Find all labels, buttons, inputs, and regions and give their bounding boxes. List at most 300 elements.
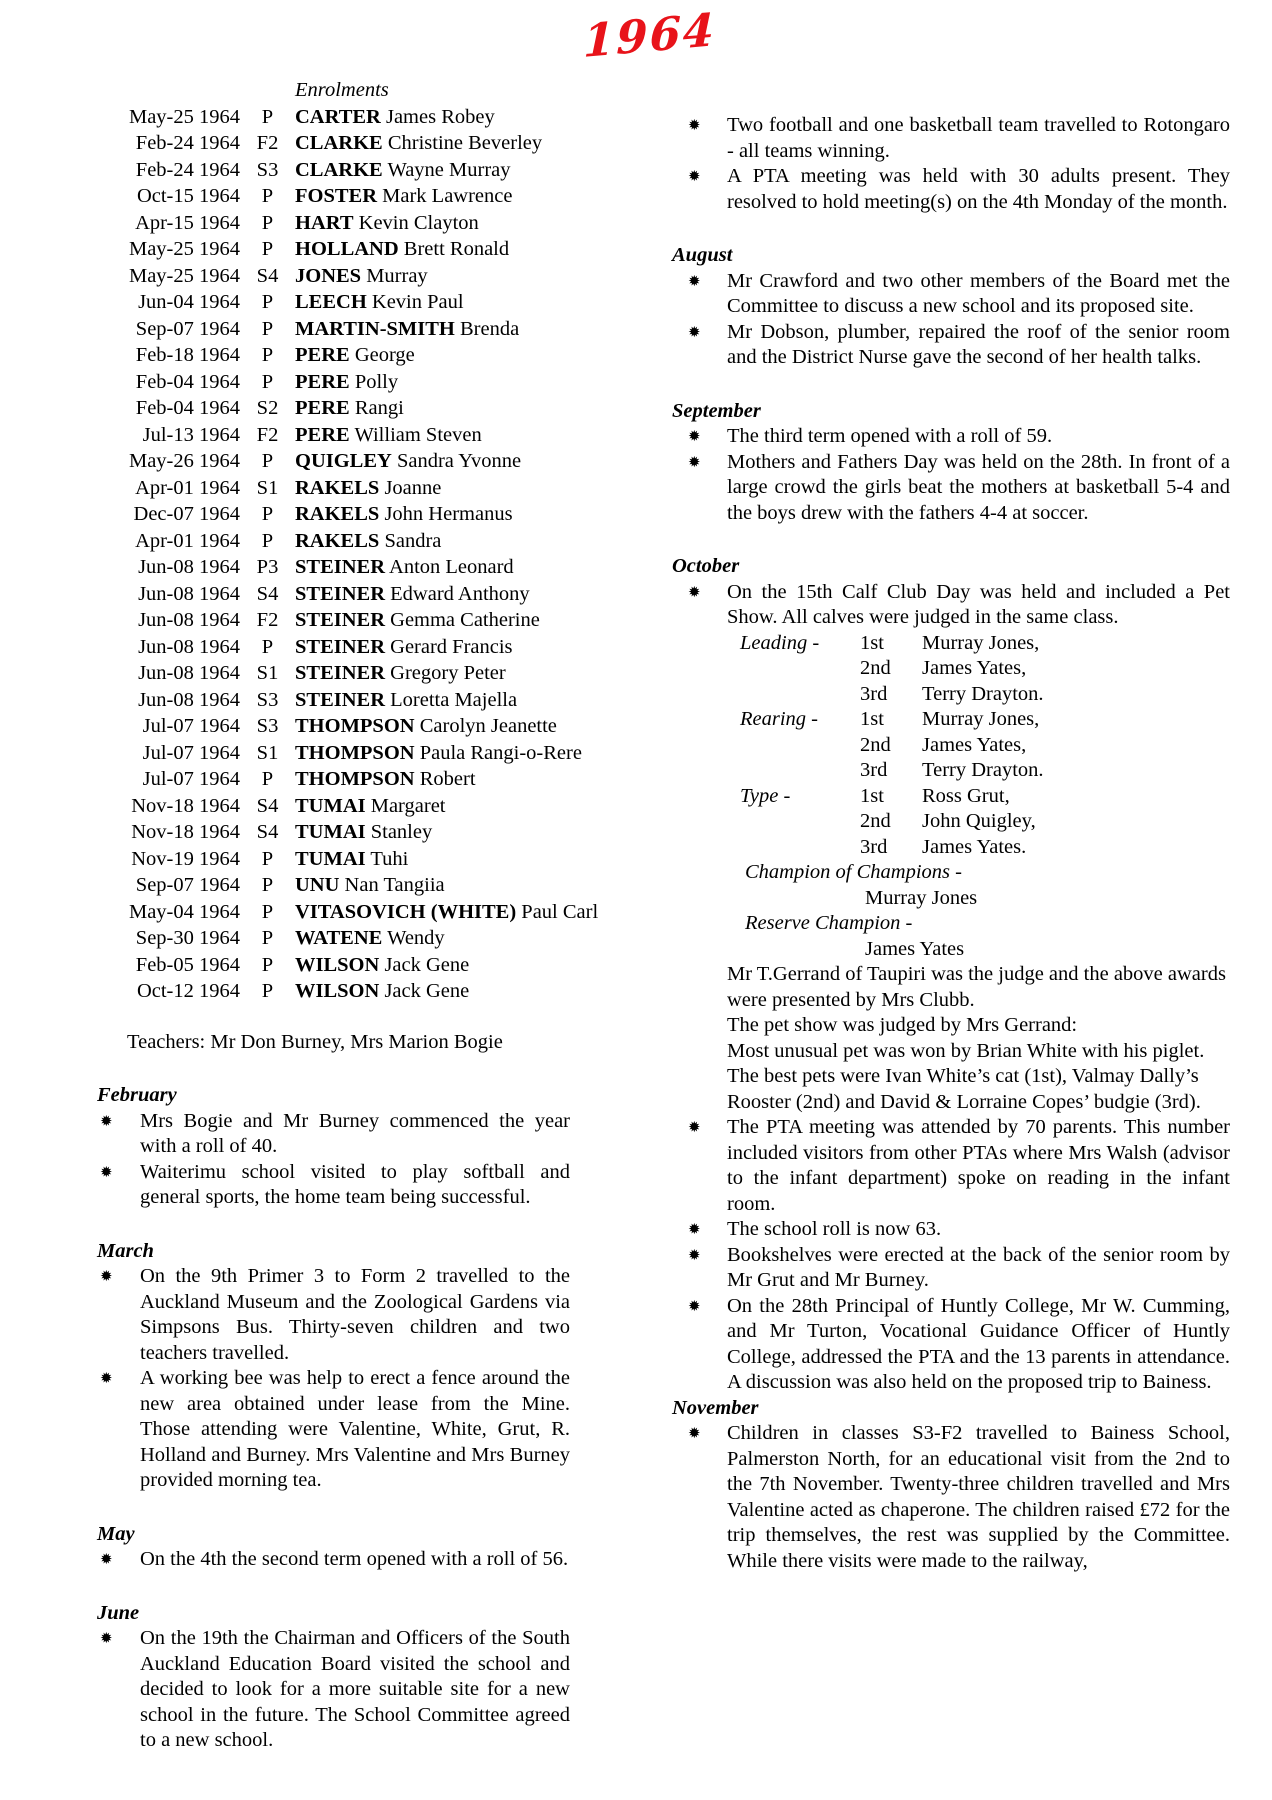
month-section bbox=[97, 1239, 570, 1494]
enrolment-name bbox=[295, 369, 570, 396]
bullet-item bbox=[672, 164, 1230, 215]
enrolment-date: Jun-08 1964 bbox=[138, 635, 240, 658]
result-place: 3rd bbox=[860, 682, 888, 705]
result-category: Leading - bbox=[740, 631, 820, 654]
bullet-text: Two football and one basketball team travelled to Rotongaro - all teams winning. bbox=[727, 114, 1230, 162]
enrolment-row bbox=[97, 819, 570, 846]
enrolment-row bbox=[97, 687, 570, 714]
enrolment-class-code: S1 bbox=[256, 662, 279, 684]
result-name: Murray Jones, bbox=[922, 708, 1040, 730]
star-bullet-icon: ✹ bbox=[688, 167, 701, 185]
enrolment-row bbox=[97, 607, 570, 634]
bullet-item bbox=[672, 580, 1230, 1116]
enrolment-name bbox=[295, 634, 570, 661]
enrolment-name bbox=[295, 952, 570, 979]
enrolment-date: Jul-07 1964 bbox=[142, 741, 240, 764]
bullet-text: On the 4th the second term opened with a roll of 56. bbox=[140, 1548, 569, 1570]
enrolment-row bbox=[97, 448, 570, 475]
bullet-text: Mr Dobson, plumber, repaired the roof of the senior room and the District Nurse gave the second of her health talks. bbox=[727, 320, 1230, 368]
result-place: 2nd bbox=[860, 733, 891, 756]
enrolment-name bbox=[295, 687, 570, 714]
enrolment-date: Feb-04 1964 bbox=[135, 370, 240, 393]
enrolment-given-names: Tuhi bbox=[370, 847, 409, 870]
enrolment-class-code: P bbox=[261, 291, 274, 313]
enrolment-given-names: William Steven bbox=[354, 423, 482, 446]
enrolment-name bbox=[295, 422, 570, 449]
left-column bbox=[97, 78, 599, 1754]
enrolment-class-code: S4 bbox=[256, 582, 279, 605]
result-place: 3rd bbox=[860, 759, 888, 781]
enrolment-class-code: P3 bbox=[256, 556, 279, 578]
bullet-content bbox=[727, 269, 1230, 320]
star-bullet-icon: ✹ bbox=[688, 1245, 701, 1264]
bullet-text: The school roll is now 63. bbox=[727, 1218, 942, 1240]
bullet-content bbox=[727, 164, 1230, 215]
bullet-item bbox=[97, 1626, 570, 1754]
teachers-line: Teachers: Mr Don Burney, Mrs Marion Bogie bbox=[127, 1030, 503, 1053]
enrolment-given-names: Murray bbox=[366, 264, 428, 287]
bullet-item bbox=[672, 1115, 1230, 1217]
result-place: 3rd bbox=[860, 835, 888, 858]
enrolment-surname: WILSON bbox=[295, 953, 380, 976]
enrolment-surname: LEECH bbox=[295, 291, 367, 313]
enrolment-given-names: Polly bbox=[354, 370, 399, 393]
bullet-item bbox=[672, 113, 1230, 164]
enrolment-class-code: S3 bbox=[256, 158, 279, 181]
enrolment-given-names: Gemma Catherine bbox=[390, 609, 540, 631]
enrolment-class-code: S4 bbox=[256, 821, 279, 843]
enrolment-row bbox=[97, 342, 570, 369]
enrolment-date: Jul-13 1964 bbox=[142, 423, 240, 446]
enrolment-date: Jun-04 1964 bbox=[138, 291, 240, 313]
enrolment-row bbox=[97, 554, 570, 581]
enrolment-surname: RAKELS bbox=[295, 529, 380, 552]
result-place: 2nd bbox=[860, 657, 891, 679]
enrolment-surname: HOLLAND bbox=[295, 238, 399, 260]
note-line: The pet show was judged by Mrs Gerrand: bbox=[727, 1014, 1078, 1036]
enrolment-date: May-04 1964 bbox=[128, 900, 240, 923]
enrolment-class-code: P bbox=[261, 953, 274, 976]
enrolment-row bbox=[97, 369, 570, 396]
enrolment-surname: MARTIN-SMITH bbox=[295, 317, 455, 340]
enrolment-surname: THOMPSON bbox=[295, 741, 415, 764]
bullet-item bbox=[672, 269, 1230, 320]
champion-label: Champion of Champions - bbox=[745, 861, 962, 883]
note-line: The best pets were Ivan White’s cat (1st), Valmay Dally’s Rooster (2nd) and David & Lorraine Copes’ budgie (3rd). bbox=[727, 1065, 1201, 1113]
enrolment-name bbox=[295, 475, 570, 502]
month-section bbox=[97, 1522, 570, 1573]
enrolment-class-code: P bbox=[261, 450, 274, 472]
enrolment-date: Oct-12 1964 bbox=[136, 980, 240, 1002]
bullet-content bbox=[727, 1243, 1230, 1294]
enrolment-row bbox=[97, 872, 570, 899]
champion-name: James Yates bbox=[865, 937, 965, 960]
enrolments-title: Enrolments bbox=[295, 79, 389, 101]
enrolment-surname: STEINER bbox=[295, 556, 386, 578]
enrolment-name bbox=[295, 130, 570, 157]
enrolment-row bbox=[97, 422, 570, 449]
enrolment-date: Nov-18 1964 bbox=[131, 794, 240, 817]
enrolment-date: Feb-04 1964 bbox=[135, 397, 240, 419]
enrolment-surname: PERE bbox=[295, 370, 350, 393]
result-row bbox=[727, 809, 1230, 835]
enrolment-name bbox=[295, 872, 570, 899]
enrolment-date: Sep-07 1964 bbox=[135, 874, 240, 896]
enrolment-row bbox=[97, 846, 570, 873]
enrolment-row bbox=[97, 130, 570, 157]
enrolment-name bbox=[295, 342, 570, 369]
enrolment-given-names: Kevin Clayton bbox=[358, 211, 479, 234]
enrolment-row bbox=[97, 581, 570, 608]
star-bullet-icon: ✹ bbox=[688, 116, 701, 134]
month-heading: September bbox=[672, 399, 761, 422]
result-name: Terry Drayton. bbox=[922, 759, 1044, 781]
enrolment-surname: PERE bbox=[295, 423, 350, 446]
enrolment-class-code: P bbox=[261, 317, 274, 340]
star-bullet-icon: ✹ bbox=[100, 1111, 113, 1130]
result-name: Ross Grut, bbox=[922, 784, 1010, 807]
enrolment-surname: THOMPSON bbox=[295, 768, 415, 790]
enrolment-name bbox=[295, 925, 570, 952]
enrolment-given-names: Anton Leonard bbox=[389, 556, 514, 578]
result-category bbox=[740, 656, 860, 682]
enrolment-name bbox=[295, 660, 570, 687]
enrolment-row bbox=[97, 634, 570, 661]
enrolment-row bbox=[97, 289, 570, 316]
pet-show-notes bbox=[727, 962, 1230, 1115]
enrolment-surname: QUIGLEY bbox=[295, 450, 392, 472]
result-row bbox=[727, 835, 1230, 861]
enrolment-row bbox=[97, 263, 570, 290]
bullet-content bbox=[727, 450, 1230, 527]
star-bullet-icon: ✹ bbox=[100, 1369, 113, 1387]
enrolment-row bbox=[97, 925, 570, 952]
enrolment-row bbox=[97, 660, 570, 687]
right-month-sections bbox=[672, 113, 1230, 1574]
enrolment-given-names: Joanne bbox=[384, 476, 442, 499]
bullet-text: A working bee was help to erect a fence around the new area obtained under lease from the Mine. Those attending were Valentine, White, Grut, R. Holland and Burney. Mrs Valentine and Mrs Burney provided morning tea. bbox=[140, 1367, 570, 1491]
enrolment-row bbox=[97, 395, 570, 422]
enrolment-surname: PERE bbox=[295, 344, 350, 366]
bullet-text: On the 19th the Chairman and Officers of the South Auckland Education Board visited the school and decided to look for a more suitable site for a new school in the future. The School Committee agreed to a new school. bbox=[140, 1627, 570, 1751]
enrolment-row bbox=[97, 740, 582, 767]
enrolment-date: Apr-01 1964 bbox=[135, 529, 240, 552]
enrolment-name bbox=[295, 766, 570, 793]
enrolment-name bbox=[295, 740, 582, 767]
enrolment-class-code: S3 bbox=[256, 688, 279, 711]
enrolment-row bbox=[97, 501, 570, 528]
star-bullet-icon: ✹ bbox=[100, 1550, 113, 1568]
enrolment-name bbox=[295, 793, 570, 820]
enrolment-name bbox=[295, 183, 570, 210]
month-section bbox=[97, 1083, 570, 1211]
bullet-item bbox=[97, 1109, 570, 1160]
month-section bbox=[672, 243, 1230, 371]
enrolment-date: May-25 1964 bbox=[128, 105, 240, 128]
month-section bbox=[97, 1601, 570, 1754]
result-name: James Yates, bbox=[922, 733, 1027, 756]
enrolment-given-names: Christine Beverley bbox=[387, 132, 543, 154]
enrolment-surname: TUMAI bbox=[295, 847, 366, 870]
enrolment-date: May-26 1964 bbox=[128, 450, 240, 472]
bullet-text: A PTA meeting was held with 30 adults present. They resolved to hold meeting(s) on the 4th Monday of the month. bbox=[727, 165, 1230, 213]
enrolments-table bbox=[97, 104, 599, 1005]
enrolment-surname: TUMAI bbox=[295, 821, 366, 843]
enrolment-class-code: F2 bbox=[256, 132, 279, 154]
month-section bbox=[672, 113, 1230, 215]
enrolment-surname: TUMAI bbox=[295, 794, 366, 817]
enrolment-surname: WILSON bbox=[295, 980, 380, 1002]
star-bullet-icon: ✹ bbox=[100, 1267, 113, 1285]
star-bullet-icon: ✹ bbox=[688, 582, 701, 601]
enrolment-date: Feb-05 1964 bbox=[135, 953, 240, 976]
enrolment-given-names: Margaret bbox=[370, 794, 446, 817]
enrolment-class-code: P bbox=[261, 927, 274, 949]
enrolment-class-code: P bbox=[261, 185, 274, 207]
enrolment-surname: THOMPSON bbox=[295, 715, 415, 737]
enrolment-class-code: P bbox=[261, 768, 274, 790]
bullet-text: Waiterimu school visited to play softball and general sports, the home team being successful. bbox=[140, 1160, 570, 1208]
result-row bbox=[727, 707, 1230, 733]
enrolment-class-code: P bbox=[261, 105, 274, 128]
enrolment-given-names: Kevin Paul bbox=[371, 291, 464, 313]
bullet-text: On the 15th Calf Club Day was held and included a Pet Show. All calves were judged in the same class. bbox=[727, 580, 1230, 628]
right-column bbox=[672, 85, 1230, 1574]
enrolment-date: Jul-07 1964 bbox=[142, 715, 240, 737]
star-bullet-icon: ✹ bbox=[688, 1424, 701, 1442]
enrolment-name bbox=[295, 316, 570, 343]
enrolment-given-names: Rangi bbox=[354, 397, 404, 419]
enrolment-class-code: S3 bbox=[256, 715, 279, 737]
enrolment-given-names: Gregory Peter bbox=[390, 662, 506, 684]
enrolment-date: Apr-15 1964 bbox=[135, 211, 240, 234]
star-bullet-icon: ✹ bbox=[688, 1296, 701, 1315]
bullet-text: The third term opened with a roll of 59. bbox=[727, 425, 1053, 447]
bullet-content bbox=[140, 1547, 570, 1573]
enrolment-class-code: P bbox=[261, 503, 274, 525]
enrolment-class-code: P bbox=[261, 211, 274, 234]
enrolment-class-code: P bbox=[261, 900, 274, 923]
enrolment-given-names: Sandra Yvonne bbox=[396, 450, 522, 472]
enrolment-name bbox=[295, 899, 598, 926]
enrolment-surname: STEINER bbox=[295, 635, 386, 658]
enrolment-surname: CARTER bbox=[295, 105, 381, 128]
bullet-content bbox=[140, 1109, 570, 1160]
enrolment-given-names: John Hermanus bbox=[384, 503, 513, 525]
result-name: John Quigley, bbox=[922, 810, 1036, 832]
result-category bbox=[740, 758, 860, 784]
enrolment-class-code: P bbox=[261, 874, 274, 896]
enrolment-given-names: Nan Tangiia bbox=[344, 874, 445, 896]
left-month-sections bbox=[97, 1083, 570, 1754]
enrolment-date: Nov-18 1964 bbox=[131, 821, 240, 843]
result-row bbox=[727, 631, 1230, 657]
month-heading: March bbox=[97, 1239, 154, 1262]
enrolment-row bbox=[97, 978, 570, 1005]
enrolment-name bbox=[295, 104, 570, 131]
month-heading: May bbox=[97, 1522, 135, 1545]
bullet-content bbox=[140, 1160, 570, 1211]
bullet-item bbox=[97, 1547, 570, 1573]
enrolment-name bbox=[295, 581, 570, 608]
bullet-text: On the 9th Primer 3 to Form 2 travelled to the Auckland Museum and the Zoological Gardens via Simpsons Bus. Thirty-seven children and two teachers travelled. bbox=[140, 1265, 570, 1364]
bullet-item bbox=[672, 424, 1230, 450]
enrolment-row bbox=[97, 952, 570, 979]
enrolment-row bbox=[97, 899, 599, 926]
enrolment-surname: HART bbox=[295, 211, 354, 234]
enrolment-name bbox=[295, 210, 570, 237]
enrolment-surname: STEINER bbox=[295, 662, 386, 684]
enrolment-name bbox=[295, 528, 570, 555]
enrolment-class-code: S2 bbox=[256, 397, 279, 419]
enrolment-surname: STEINER bbox=[295, 688, 386, 711]
enrolment-surname: STEINER bbox=[295, 582, 386, 605]
bullet-content bbox=[140, 1626, 570, 1754]
enrolment-surname: UNU bbox=[295, 874, 340, 896]
enrolment-surname: CLARKE bbox=[295, 132, 383, 154]
enrolment-name bbox=[295, 157, 570, 184]
bullet-item bbox=[97, 1366, 570, 1494]
bullet-item bbox=[672, 1243, 1230, 1294]
result-category bbox=[740, 835, 860, 861]
enrolment-given-names: Carolyn Jeanette bbox=[419, 715, 557, 737]
star-bullet-icon: ✹ bbox=[100, 1162, 113, 1181]
enrolment-name bbox=[295, 289, 570, 316]
result-place: 1st bbox=[860, 784, 884, 807]
bullet-item bbox=[97, 1264, 570, 1366]
bullet-text: On the 28th Principal of Huntly College, Mr W. Cumming, and Mr Turton, Vocational Guidance Officer of Huntly College, addressed the PTA and the 13 parents in attendance. A discussion was also held on the proposed trip to Bainess. bbox=[727, 1294, 1230, 1393]
bullet-text: Children in classes S3-F2 travelled to Bainess School, Palmerston North, for an educational visit from the 2nd to the 7th November. Twenty-three children travelled and Mrs Valentine acted as chaperone. The children raised £72 for the trip themselves, the rest was supplied by the Committee. While there visits were made to the railway, bbox=[727, 1422, 1230, 1572]
enrolment-given-names: Stanley bbox=[370, 821, 433, 843]
bullet-content bbox=[727, 1294, 1230, 1396]
enrolment-given-names: Jack Gene bbox=[384, 953, 470, 976]
enrolment-class-code: P bbox=[261, 238, 274, 260]
enrolment-class-code: S4 bbox=[256, 794, 279, 817]
enrolment-given-names: Wendy bbox=[387, 927, 445, 949]
result-row bbox=[727, 682, 1230, 708]
month-heading: November bbox=[672, 1396, 759, 1419]
enrolment-date: Jun-08 1964 bbox=[138, 662, 240, 684]
month-section bbox=[672, 554, 1230, 1396]
star-bullet-icon: ✹ bbox=[688, 452, 701, 471]
result-row bbox=[727, 656, 1230, 682]
enrolment-name bbox=[295, 554, 570, 581]
result-row bbox=[727, 784, 1230, 810]
month-heading: October bbox=[672, 555, 740, 577]
enrolment-date: Oct-15 1964 bbox=[136, 185, 240, 207]
enrolment-given-names: Loretta Majella bbox=[390, 688, 518, 711]
enrolment-row bbox=[97, 713, 570, 740]
star-bullet-icon: ✹ bbox=[688, 271, 701, 290]
enrolment-given-names: Mark Lawrence bbox=[382, 185, 513, 207]
bullet-content bbox=[727, 1421, 1230, 1574]
enrolment-given-names: Brett Ronald bbox=[403, 238, 510, 260]
enrolment-class-code: P bbox=[261, 847, 274, 870]
champion-name: Murray Jones bbox=[865, 886, 978, 909]
enrolment-class-code: P bbox=[261, 529, 274, 552]
enrolment-name bbox=[295, 846, 570, 873]
result-row bbox=[727, 733, 1230, 759]
enrolment-row bbox=[97, 157, 570, 184]
enrolment-row bbox=[97, 793, 570, 820]
enrolment-given-names: George bbox=[354, 344, 415, 366]
bullet-content bbox=[727, 1217, 1230, 1243]
result-category bbox=[740, 809, 860, 835]
enrolment-date: Feb-24 1964 bbox=[135, 158, 240, 181]
bullet-text: Mr Crawford and two other members of the Board met the Committee to discuss a new school and its proposed site. bbox=[727, 269, 1230, 317]
month-heading: August bbox=[672, 244, 733, 266]
enrolment-given-names: Paul Carl bbox=[521, 900, 599, 923]
enrolment-date: Feb-18 1964 bbox=[135, 344, 240, 366]
enrolment-name bbox=[295, 607, 570, 634]
enrolment-date: Jun-08 1964 bbox=[138, 609, 240, 631]
bullet-item bbox=[672, 320, 1230, 371]
enrolment-date: Nov-19 1964 bbox=[131, 847, 240, 870]
month-section bbox=[672, 399, 1230, 527]
note-line: Most unusual pet was won by Brian White with his piglet. bbox=[727, 1039, 1205, 1062]
bullet-text: Mothers and Fathers Day was held on the 28th. In front of a large crowd the girls beat the mothers at basketball 5-4 and the boys drew with the fathers 4-4 at soccer. bbox=[727, 450, 1230, 524]
enrolment-surname: CLARKE bbox=[295, 158, 383, 181]
enrolment-given-names: Paula Rangi-o-Rere bbox=[419, 741, 582, 764]
enrolment-class-code: P bbox=[261, 344, 274, 366]
month-section bbox=[672, 1396, 1230, 1575]
enrolment-row bbox=[97, 475, 570, 502]
enrolment-date: Jul-07 1964 bbox=[142, 768, 240, 790]
enrolment-surname: RAKELS bbox=[295, 476, 380, 499]
enrolment-row bbox=[97, 528, 570, 555]
enrolment-surname: PERE bbox=[295, 397, 350, 419]
enrolment-class-code: S4 bbox=[256, 264, 279, 287]
bullet-content bbox=[727, 424, 1230, 450]
enrolment-surname: VITASOVICH (WHITE) bbox=[295, 900, 517, 923]
enrolment-date: Jun-08 1964 bbox=[138, 688, 240, 711]
enrolment-row bbox=[97, 236, 570, 263]
result-category bbox=[740, 682, 860, 708]
enrolment-surname: FOSTER bbox=[295, 185, 378, 207]
bullet-content bbox=[727, 1115, 1230, 1217]
enrolment-class-code: F2 bbox=[256, 609, 279, 631]
enrolment-given-names: Sandra bbox=[384, 529, 442, 552]
star-bullet-icon: ✹ bbox=[688, 322, 701, 341]
enrolment-date: Feb-24 1964 bbox=[135, 132, 240, 154]
result-name: Murray Jones, bbox=[922, 631, 1040, 654]
month-heading: June bbox=[97, 1601, 140, 1624]
enrolment-name bbox=[295, 395, 570, 422]
enrolment-date: Apr-01 1964 bbox=[135, 476, 240, 499]
star-bullet-icon: ✹ bbox=[100, 1629, 113, 1647]
enrolment-name bbox=[295, 713, 570, 740]
enrolment-name bbox=[295, 263, 570, 290]
enrolment-date: May-25 1964 bbox=[128, 264, 240, 287]
bullet-text: The PTA meeting was attended by 70 parents. This number included visitors from other PTAs where Mrs Walsh (advisor to the infant department) spoke on reading in the infant room. bbox=[727, 1116, 1230, 1215]
enrolment-row bbox=[97, 183, 570, 210]
bullet-item bbox=[672, 1294, 1230, 1396]
bullet-content bbox=[140, 1366, 570, 1494]
champion-label: Reserve Champion - bbox=[745, 912, 913, 934]
result-category: Type - bbox=[740, 784, 791, 807]
enrolment-name bbox=[295, 501, 570, 528]
enrolment-class-code: F2 bbox=[256, 423, 279, 446]
enrolment-row bbox=[97, 766, 570, 793]
enrolment-surname: JONES bbox=[295, 264, 362, 287]
enrolment-class-code: P bbox=[261, 980, 274, 1002]
enrolment-given-names: Gerard Francis bbox=[390, 635, 513, 658]
result-name: Terry Drayton. bbox=[922, 682, 1044, 705]
enrolment-name bbox=[295, 236, 570, 263]
enrolment-date: Sep-07 1964 bbox=[135, 317, 240, 340]
enrolment-given-names: Jack Gene bbox=[384, 980, 470, 1002]
enrolment-row bbox=[97, 210, 570, 237]
